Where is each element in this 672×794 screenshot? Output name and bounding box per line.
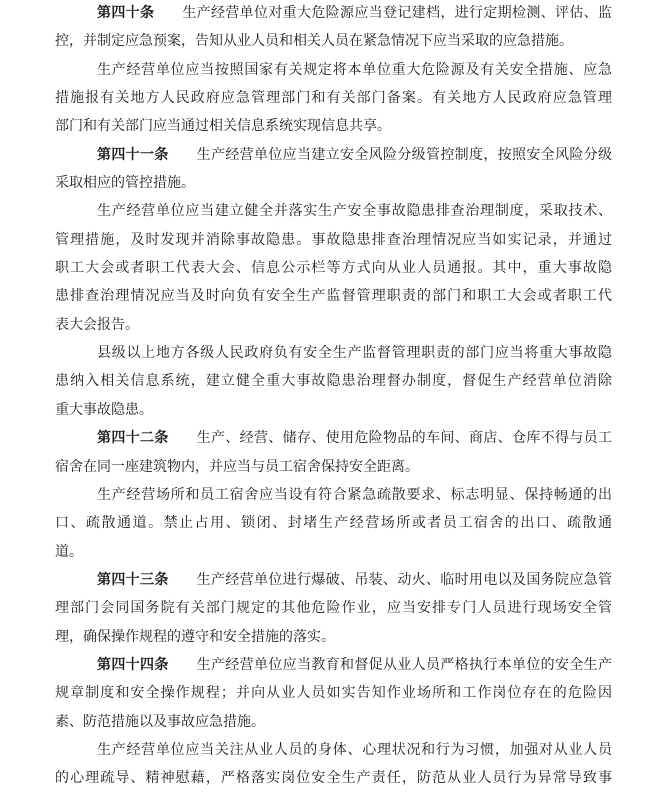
text-line: 宿舍在同一座建筑物内，并应当与员工宿舍保持安全距离。 bbox=[55, 459, 419, 475]
article-text: 生产、经营、储存、使用危险物品的车间、商店、仓库不得与员工 bbox=[196, 431, 612, 447]
paragraph-article-42-clause-1 bbox=[55, 425, 612, 482]
text-line: 生产经营单位应当建立健全并落实生产安全事故隐患排查治理制度，采取技术、 bbox=[97, 204, 612, 220]
text-line: 生产经营单位应当按照国家有关规定将本单位重大危险源及有关安全措施、应急 bbox=[97, 62, 612, 78]
paragraph-article-40-clause-1 bbox=[55, 0, 612, 57]
article-text: 生产经营单位进行爆破、吊装、动火、临时用电以及国务院应急管 bbox=[196, 572, 612, 588]
text-line: 部门和有关部门应当通过相关信息系统实现信息共享。 bbox=[55, 119, 391, 135]
text-line: 管理措施，及时发现并消除事故隐患。事故隐患排查治理情况应当如实记录，并通过 bbox=[55, 232, 612, 248]
text-line bbox=[55, 652, 612, 680]
article-number: 第四十一条 bbox=[97, 147, 169, 163]
text-line: 采取相应的管控措施。 bbox=[55, 176, 195, 192]
paragraph-article-41-clause-3 bbox=[55, 340, 612, 425]
text-line: 素、防范措施以及事故应急措施。 bbox=[55, 714, 265, 730]
text-line bbox=[55, 0, 612, 28]
article-number: 第四十条 bbox=[97, 6, 155, 21]
text-line: 生产经营单位应当关注从业人员的身体、心理状况和行为习惯，加强对从业人员 bbox=[97, 742, 612, 758]
paragraph-article-42-clause-2 bbox=[55, 482, 612, 567]
article-number: 第四十三条 bbox=[97, 572, 169, 588]
text-line: 职工大会或者职工代表大会、信息公示栏等方式向从业人员通报。其中，重大事故隐 bbox=[55, 261, 612, 277]
text-line: 生产经营场所和员工宿舍应当设有符合紧急疏散要求、标志明显、保持畅通的出 bbox=[97, 487, 612, 503]
paragraph-article-41-clause-2 bbox=[55, 198, 612, 340]
text-line: 口、疏散通道。禁止占用、锁闭、封堵生产经营场所或者员工宿舍的出口、疏散通 bbox=[55, 516, 612, 532]
article-number: 第四十四条 bbox=[97, 657, 169, 673]
article-text: 生产经营单位应当建立安全风险分级管控制度，按照安全风险分级 bbox=[196, 147, 612, 163]
text-line: 患排查治理情况应当及时向负有安全生产监督管理职责的部门和职工大会或者职工代 bbox=[55, 289, 612, 305]
paragraph-article-44-clause-2 bbox=[55, 737, 612, 794]
text-line: 措施报有关地方人民政府应急管理部门和有关部门备案。有关地方人民政府应急管理 bbox=[55, 91, 612, 107]
text-line: 理，确保操作规程的遵守和安全措施的落实。 bbox=[55, 629, 335, 645]
article-text: 生产经营单位对重大危险源应当登记建档，进行定期检测、评估、监 bbox=[182, 6, 612, 21]
article-number: 第四十二条 bbox=[97, 431, 169, 447]
text-line: 控，并制定应急预案，告知从业人员和相关人员在紧急情况下应当采取的应急措施。 bbox=[55, 34, 573, 50]
text-line: 县级以上地方各级人民政府负有安全生产监督管理职责的部门应当将重大事故隐 bbox=[97, 346, 612, 362]
article-text: 生产经营单位应当教育和督促从业人员严格执行本单位的安全生产 bbox=[196, 657, 612, 673]
text-line bbox=[55, 425, 612, 453]
text-line: 的心理疏导、精神慰藉，严格落实岗位安全生产责任，防范从业人员行为异常导致事 bbox=[55, 771, 612, 787]
text-line bbox=[55, 567, 612, 595]
text-line: 患纳入相关信息系统，建立健全重大事故隐患治理督办制度，督促生产经营单位消除 bbox=[55, 374, 612, 390]
paragraph-article-43 bbox=[55, 567, 612, 652]
text-line: 重大事故隐患。 bbox=[55, 402, 153, 418]
text-line: 理部门会同国务院有关部门规定的其他危险作业，应当安排专门人员进行现场安全管 bbox=[55, 601, 612, 617]
text-line: 表大会报告。 bbox=[55, 317, 139, 333]
text-line: 规章制度和安全操作规程；并向从业人员如实告知作业场所和工作岗位存在的危险因 bbox=[55, 686, 612, 702]
paragraph-article-40-clause-2 bbox=[55, 57, 612, 142]
text-line: 道。 bbox=[55, 544, 83, 560]
paragraph-article-44-clause-1 bbox=[55, 652, 612, 737]
paragraph-article-41-clause-1 bbox=[55, 142, 612, 199]
text-line bbox=[55, 142, 612, 170]
